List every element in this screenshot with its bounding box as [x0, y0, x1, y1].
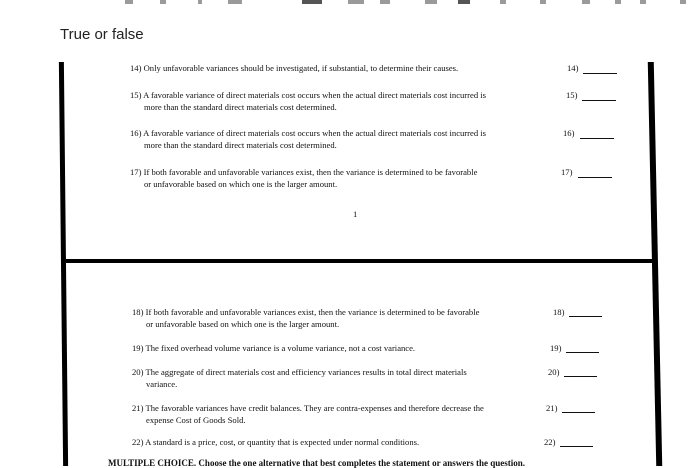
frame-left-line [59, 62, 68, 466]
answer-blank[interactable] [564, 376, 597, 377]
toolbar-icon[interactable] [198, 0, 202, 4]
answer-label: 17) [561, 167, 573, 177]
question-text-continued: more than the standard direct materials cost determined. [144, 102, 337, 112]
answer-blank[interactable] [583, 73, 617, 74]
toolbar-icon[interactable] [348, 0, 364, 4]
question-14 [130, 62, 458, 74]
answer-blank[interactable] [566, 352, 599, 353]
toolbar-icon[interactable] [380, 0, 390, 4]
question-text: 18) If both favorable and unfavorable variances exist, then the variance is determined to be favorable [132, 307, 480, 317]
question-text: 17) If both favorable and unfavorable variances exist, then the variance is determined to be favorable [130, 167, 478, 177]
answer-blank[interactable] [562, 412, 595, 413]
question-17 [130, 166, 477, 190]
question-text-continued: or unfavorable based on which one is the larger amount. [144, 179, 338, 189]
question-text: 16) A favorable variance of direct materials cost occurs when the actual direct materials cost incurred is [130, 128, 487, 138]
answer-blank[interactable] [569, 316, 602, 317]
question-text: 14) Only unfavorable variances should be investigated, if substantial, to determine their causes. [130, 63, 459, 73]
answer-label: 15) [566, 90, 578, 100]
answer-label: 20) [548, 367, 560, 377]
toolbar-icon[interactable] [425, 0, 437, 4]
page-number: 1 [353, 209, 358, 219]
question-text-continued: more than the standard direct materials cost determined. [144, 140, 337, 150]
answer-label: 16) [563, 128, 575, 138]
question-text: 19) The fixed overhead volume variance is a volume variance, not a cost variance. [132, 343, 416, 353]
answer-blank[interactable] [582, 100, 616, 101]
question-text-continued: expense Cost of Goods Sold. [146, 415, 246, 425]
question-20 [132, 366, 467, 390]
question-15 [130, 89, 486, 113]
toolbar-icon[interactable] [615, 0, 621, 4]
answer-blank[interactable] [580, 138, 614, 139]
page-divider [66, 259, 652, 263]
toolbar-icon[interactable] [302, 0, 322, 4]
toolbar-icon[interactable] [640, 0, 646, 4]
toolbar-icon[interactable] [458, 0, 470, 4]
question-text: 22) A standard is a price, cost, or quantity that is expected under normal conditions. [132, 437, 420, 447]
toolbar-icon[interactable] [540, 0, 546, 4]
question-22 [132, 436, 419, 448]
question-text-continued: or unfavorable based on which one is the larger amount. [146, 319, 340, 329]
question-text: 20) The aggregate of direct materials cost and efficiency variances results in total direct materials [132, 367, 467, 377]
toolbar-strip [0, 0, 700, 8]
section-heading: MULTIPLE CHOICE. Choose the one alternative that best completes the statement or answers the question. [108, 458, 525, 468]
question-text: 15) A favorable variance of direct materials cost occurs when the actual direct materials cost incurred is [130, 90, 487, 100]
toolbar-icon[interactable] [160, 0, 166, 4]
question-21 [132, 402, 484, 426]
question-19 [132, 342, 415, 354]
toolbar-icon[interactable] [500, 0, 506, 4]
answer-label: 14) [567, 63, 579, 73]
question-text: 21) The favorable variances have credit balances. They are contra-expenses and therefore decrease the [132, 403, 484, 413]
question-16 [130, 127, 486, 151]
question-text-continued: variance. [146, 379, 178, 389]
toolbar-icon[interactable] [228, 0, 242, 4]
toolbar-icon[interactable] [582, 0, 590, 4]
toolbar-icon[interactable] [680, 0, 686, 4]
question-18 [132, 306, 479, 330]
frame-right-line [648, 62, 662, 466]
answer-label: 22) [544, 437, 556, 447]
page-title: True or false [60, 26, 144, 43]
answer-label: 19) [550, 343, 562, 353]
answer-blank[interactable] [578, 177, 612, 178]
answer-blank[interactable] [560, 446, 593, 447]
answer-label: 18) [553, 307, 565, 317]
toolbar-icon[interactable] [125, 0, 133, 4]
answer-label: 21) [546, 403, 558, 413]
